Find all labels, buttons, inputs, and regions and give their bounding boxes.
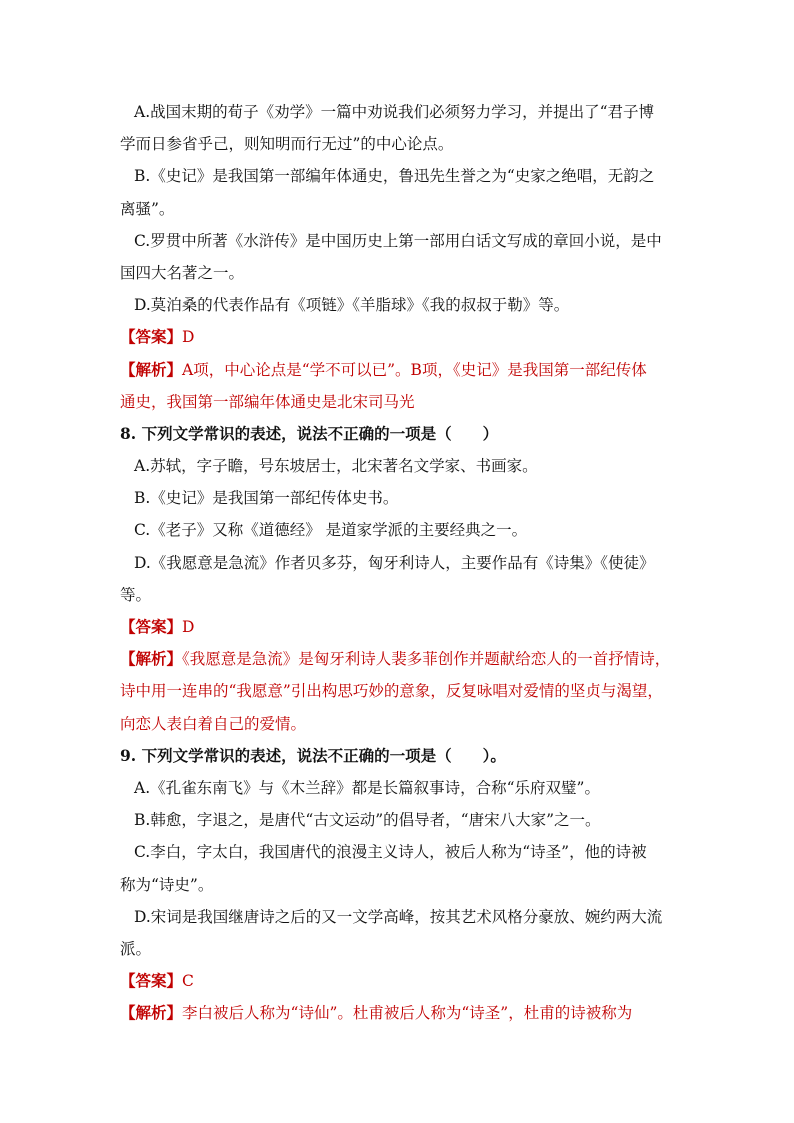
q9-option-a: A.《孔雀东南飞》与《木兰辞》都是长篇叙事诗，合称“乐府双璧”。 <box>134 778 600 797</box>
q8-answer-tag: 【答案】 <box>120 617 183 636</box>
q9-answer-tag: 【答案】 <box>120 971 183 991</box>
q9-answer-value: C <box>182 972 194 991</box>
q7-answer-value: D <box>182 328 195 347</box>
q7-analysis-line1 <box>120 354 678 386</box>
q9-analysis-text: 李白被后人称为“诗仙”。杜甫被后人称为“诗圣”，杜甫的诗被称为 <box>182 1004 633 1023</box>
q8-option-b: B.《史记》是我国第一部纪传体史书。 <box>134 489 399 508</box>
q9-option-c-line1: C.李白，字太白，我国唐代的浪漫主义诗人，被后人称为“诗圣”，他的诗被 <box>134 843 647 862</box>
q7-option-b-line1: B.《史记》是我国第一部编年体通史，鲁迅先生誉之为“史家之绝唱，无韵之 <box>134 167 655 186</box>
q7-answer <box>120 321 678 353</box>
q7-option-d-line1: D.莫泊桑的代表作品有《项链》《羊脂球》《我的叔叔于勒》等。 <box>134 296 570 315</box>
q9-option-b: B.韩愈，字退之，是唐代“古文运动”的倡导者，“唐宋八大家”之一。 <box>134 811 601 830</box>
q8-analysis-tag: 【解析】 <box>120 649 183 669</box>
q8-analysis-line1 <box>120 643 678 675</box>
q8-option-c: C.《老子》又称《道德经》 是道家学派的主要经典之一。 <box>134 521 528 540</box>
q8-answer-value: D <box>182 618 195 636</box>
q7-answer-tag: 【答案】 <box>120 327 183 347</box>
q8-analysis-line2: 诗中用一连串的“我愿意”引出构思巧妙的意象，反复咏唱对爱情的坚贞与渴望， <box>120 682 663 701</box>
q7-option-c-line1: C.罗贯中所著《水浒传》是中国历史上第一部用白话文写成的章回小说，是中 <box>134 231 662 250</box>
q7-option-b-line2: 离骚”。 <box>120 199 175 218</box>
q7-option-a-line1: A.战国末期的荀子《劝学》一篇中劝说我们必须努力学习，并提出了“君子博 <box>134 103 655 121</box>
q7-analysis-text: A项，中心论点是“学不可以已”。B项，《史记》是我国第一部纪传体 <box>182 360 647 379</box>
q8-option-a: A.苏轼，字子瞻，号东坡居士，北宋著名文学家、书画家。 <box>134 457 538 476</box>
q8-analysis-text: 《我愿意是急流》是匈牙利诗人裴多菲创作并题献给恋人的一首抒情诗， <box>182 650 671 669</box>
q7-option-c-line2: 国四大名著之一。 <box>120 263 245 282</box>
q9-analysis-tag: 【解析】 <box>120 1003 183 1023</box>
q9-option-d-line1: D.宋词是我国继唐诗之后的又一文学高峰，按其艺术风格分豪放、婉约两大流 <box>134 907 663 926</box>
q8-option-d-line2: 等。 <box>120 585 152 604</box>
q9-answer <box>120 965 678 997</box>
q8-option-d-line1: D.《我愿意是急流》作者贝多芬，匈牙利诗人，主要作品有《诗集》《使徒》 <box>134 553 655 572</box>
q7-analysis-line2: 通史，我国第一部编年体通史是北宋司马光 <box>120 392 415 411</box>
q8-answer <box>120 611 678 643</box>
q9-title: 9. 下列文学常识的表述，说法不正确的一项是（ ）。 <box>120 745 506 765</box>
q7-analysis-tag: 【解析】 <box>120 359 183 379</box>
q7-option-a-line2: 学而日参省乎己，则知明而行无过”的中心论点。 <box>120 135 454 154</box>
q9-option-c-line2: 称为“诗史”。 <box>120 875 214 894</box>
q9-option-d-line2: 派。 <box>120 939 152 958</box>
q8-analysis-line3: 向恋人表白着自己的爱情。 <box>120 714 307 733</box>
q9-analysis-line1 <box>120 997 678 1029</box>
q8-title: 8. 下列文学常识的表述，说法不正确的一项是（ ） <box>120 423 499 443</box>
document-content <box>120 96 678 1029</box>
